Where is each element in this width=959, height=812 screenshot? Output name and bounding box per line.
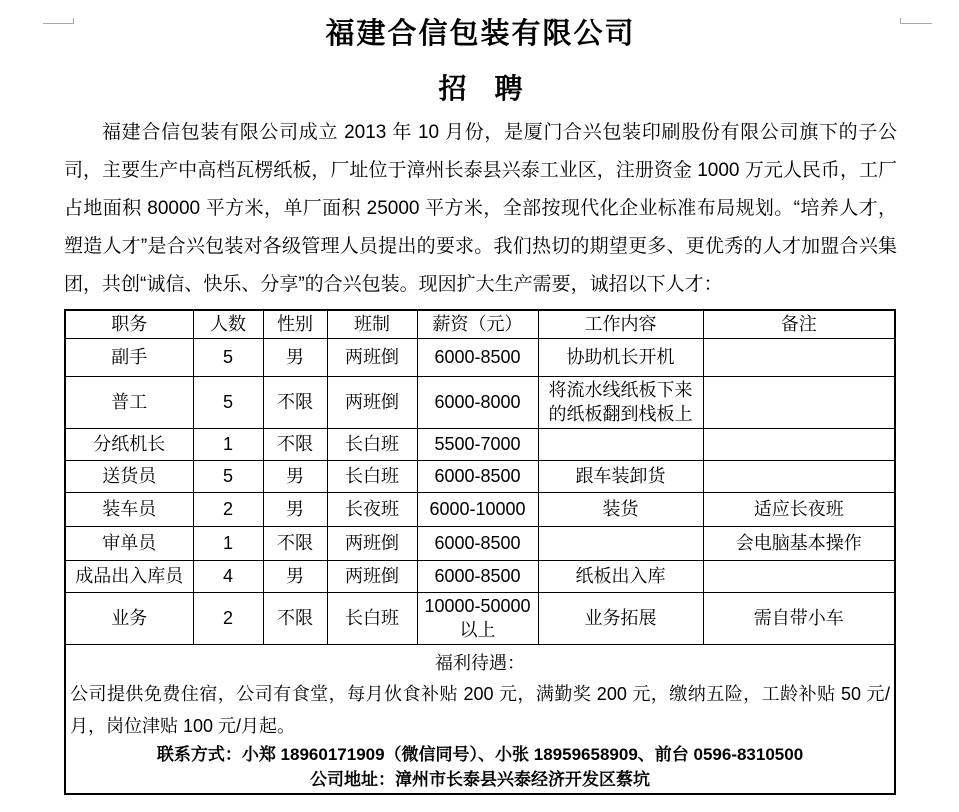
cell-salary: 10000-50000以上	[417, 592, 538, 644]
cell-gender: 不限	[263, 526, 327, 560]
cell-notes: 适应长夜班	[703, 492, 895, 526]
welfare-text: 公司提供免费住宿，公司有食堂，每月伙食补贴 200 元，满勤奖 200 元，缴纳五险，工龄补贴 50 元/月，岗位津贴 100 元/月起。	[70, 683, 890, 736]
header-cell-gender: 性别	[263, 310, 327, 338]
jobs-table	[64, 309, 896, 795]
table-footer-row	[65, 644, 895, 794]
cell-shift: 长夜班	[327, 492, 417, 526]
margin-mark-right-vertical	[900, 18, 901, 24]
table-row	[65, 338, 895, 376]
cell-gender: 不限	[263, 428, 327, 460]
header-cell-headcount: 人数	[193, 310, 263, 338]
cell-gender: 不限	[263, 376, 327, 428]
recruit-heading: 招 聘	[438, 73, 523, 104]
cell-headcount: 5	[193, 460, 263, 492]
cell-headcount: 4	[193, 560, 263, 592]
cell-notes	[703, 338, 895, 376]
cell-duties	[538, 428, 703, 460]
cell-headcount: 2	[193, 592, 263, 644]
table-header-row	[65, 310, 895, 338]
cell-shift: 两班倒	[327, 376, 417, 428]
cell-shift: 两班倒	[327, 338, 417, 376]
cell-salary: 5500-7000	[417, 428, 538, 460]
header-cell-duties: 工作内容	[538, 310, 703, 338]
cell-salary: 6000-8500	[417, 526, 538, 560]
cell-duties: 纸板出入库	[538, 560, 703, 592]
cell-gender: 男	[263, 460, 327, 492]
cell-gender: 男	[263, 492, 327, 526]
intro-paragraph: 福建合信包装有限公司成立 2013 年 10 月份，是厦门合兴包装印刷股份有限公司旗下的子公司，主要生产中高档瓦楞纸板，厂址位于漳州长泰县兴泰工业区，注册资金 1000 万元人民币，工厂占地面积 80000 平方米，单厂面积 25000 平方米，全部按现代化企业标准布局规划。“培养人才，塑造人才”是合兴包装对各级管理人员提出的要求。我们热切的期望更多、更优秀的人才加盟合兴集团，共创“诚信、快乐、分享”的合兴包装。现因扩大生产需要，诚招以下人才：	[64, 122, 897, 295]
cell-notes	[703, 560, 895, 592]
cell-shift: 长白班	[327, 592, 417, 644]
cell-salary: 6000-8500	[417, 560, 538, 592]
cell-position: 送货员	[65, 460, 193, 492]
cell-duties	[538, 526, 703, 560]
header-cell-shift: 班制	[327, 310, 417, 338]
table-row	[65, 460, 895, 492]
cell-gender: 男	[263, 338, 327, 376]
welfare-title: 福利待遇：	[435, 652, 525, 673]
cell-notes	[703, 428, 895, 460]
cell-shift: 长白班	[327, 428, 417, 460]
cell-position: 普工	[65, 376, 193, 428]
cell-position: 分纸机长	[65, 428, 193, 460]
header-cell-position: 职务	[65, 310, 193, 338]
cell-shift: 长白班	[327, 460, 417, 492]
cell-notes	[703, 460, 895, 492]
cell-salary: 6000-8500	[417, 338, 538, 376]
margin-mark-left-horizontal	[43, 23, 74, 24]
cell-duties: 协助机长开机	[538, 338, 703, 376]
cell-duties: 装货	[538, 492, 703, 526]
cell-position: 成品出入库员	[65, 560, 193, 592]
cell-duties: 跟车装卸货	[538, 460, 703, 492]
address-line: 公司地址：漳州市长泰县兴泰经济开发区蔡坑	[310, 769, 650, 789]
cell-headcount: 2	[193, 492, 263, 526]
cell-position: 装车员	[65, 492, 193, 526]
table-row	[65, 592, 895, 644]
table-row	[65, 428, 895, 460]
page-title: 福建合信包装有限公司	[325, 18, 636, 50]
cell-headcount: 5	[193, 338, 263, 376]
cell-gender: 不限	[263, 592, 327, 644]
cell-duties: 业务拓展	[538, 592, 703, 644]
table-row	[65, 560, 895, 592]
header-cell-notes: 备注	[703, 310, 895, 338]
cell-position: 副手	[65, 338, 193, 376]
cell-salary: 6000-8500	[417, 460, 538, 492]
benefits-contact-cell	[65, 644, 895, 794]
cell-position: 审单员	[65, 526, 193, 560]
cell-duties: 将流水线纸板下来的纸板翻到栈板上	[538, 376, 703, 428]
cell-salary: 6000-8000	[417, 376, 538, 428]
cell-position: 业务	[65, 592, 193, 644]
cell-salary: 6000-10000	[417, 492, 538, 526]
cell-gender: 男	[263, 560, 327, 592]
cell-shift: 两班倒	[327, 526, 417, 560]
cell-notes	[703, 376, 895, 428]
margin-mark-left-vertical	[73, 18, 74, 24]
header-cell-salary: 薪资（元）	[417, 310, 538, 338]
contact-line: 联系方式：小郑 18960171909（微信同号）、小张 18959658909、前台 0596-8310500	[156, 744, 804, 764]
table-row	[65, 376, 895, 428]
margin-mark-right-horizontal	[901, 23, 932, 24]
table-row	[65, 492, 895, 526]
cell-headcount: 1	[193, 526, 263, 560]
cell-notes: 会电脑基本操作	[703, 526, 895, 560]
cell-headcount: 5	[193, 376, 263, 428]
cell-headcount: 1	[193, 428, 263, 460]
document-body	[64, 18, 897, 795]
cell-notes: 需自带小车	[703, 592, 895, 644]
table-row	[65, 526, 895, 560]
cell-shift: 两班倒	[327, 560, 417, 592]
